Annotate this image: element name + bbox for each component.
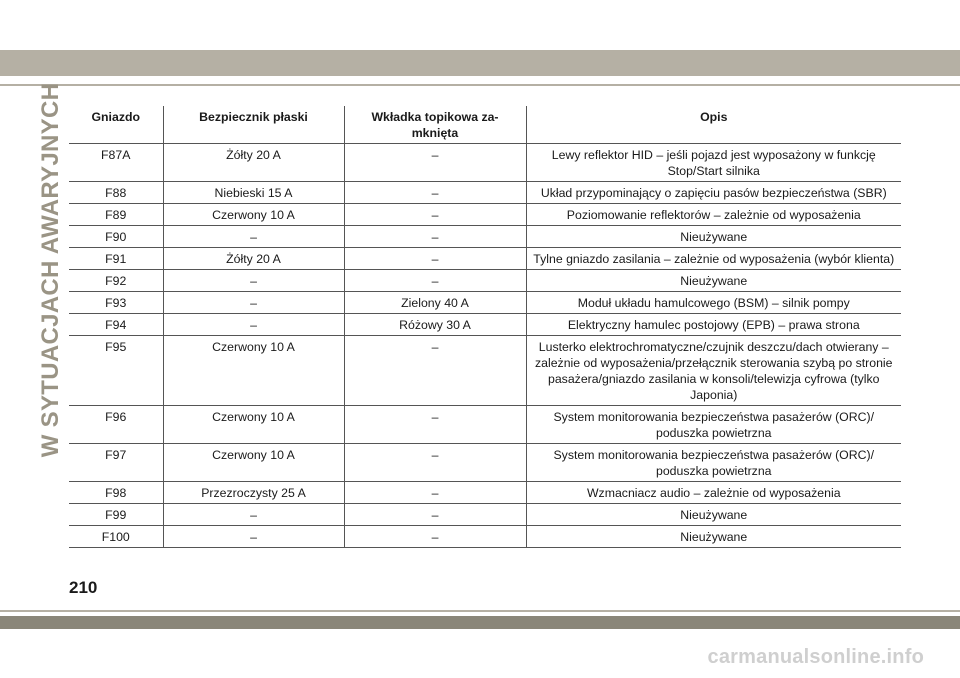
header-blade-fuse: Bezpiecznik płaski	[163, 106, 344, 144]
cartridge-fuse-cell: –	[344, 526, 526, 548]
blade-fuse-cell: –	[163, 292, 344, 314]
header-cartridge-fuse: Wkładka topikowa za-mknięta	[344, 106, 526, 144]
blade-fuse-cell: Niebieski 15 A	[163, 182, 344, 204]
socket-cell: F89	[69, 204, 163, 226]
socket-cell: F92	[69, 270, 163, 292]
cartridge-fuse-cell: –	[344, 504, 526, 526]
header-socket: Gniazdo	[69, 106, 163, 144]
table-header-row	[69, 106, 901, 144]
cartridge-fuse-cell: –	[344, 482, 526, 504]
blade-fuse-cell: –	[163, 526, 344, 548]
description-cell: Wzmacniacz audio – zależnie od wyposażenia	[526, 482, 901, 504]
blade-fuse-cell: –	[163, 314, 344, 336]
cartridge-fuse-cell: –	[344, 182, 526, 204]
blade-fuse-cell: Czerwony 10 A	[163, 336, 344, 406]
table-row	[69, 204, 901, 226]
socket-cell: F88	[69, 182, 163, 204]
section-title-text: W SYTUACJACH AWARYJNYCH	[37, 82, 64, 458]
cartridge-fuse-cell: –	[344, 144, 526, 182]
socket-cell: F97	[69, 444, 163, 482]
bottom-divider-line	[0, 610, 960, 612]
description-cell: Nieużywane	[526, 526, 901, 548]
description-cell: Poziomowanie reflektorów – zależnie od wyposażenia	[526, 204, 901, 226]
watermark: carmanualsonline.info	[707, 646, 924, 668]
cartridge-fuse-cell: –	[344, 270, 526, 292]
top-divider-line	[0, 84, 960, 86]
blade-fuse-cell: Czerwony 10 A	[163, 406, 344, 444]
socket-cell: F87A	[69, 144, 163, 182]
socket-cell: F93	[69, 292, 163, 314]
page-number: 210	[69, 578, 98, 597]
description-cell: Nieużywane	[526, 504, 901, 526]
table-row	[69, 226, 901, 248]
header-description: Opis	[526, 106, 901, 144]
cartridge-fuse-cell: –	[344, 406, 526, 444]
table-row	[69, 182, 901, 204]
blade-fuse-cell: –	[163, 270, 344, 292]
socket-cell: F90	[69, 226, 163, 248]
cartridge-fuse-cell: –	[344, 248, 526, 270]
bottom-decorative-band	[0, 616, 960, 629]
cartridge-fuse-cell: Różowy 30 A	[344, 314, 526, 336]
fuse-table-body	[69, 144, 901, 548]
description-cell: Nieużywane	[526, 270, 901, 292]
description-cell: Elektryczny hamulec postojowy (EPB) – prawa strona	[526, 314, 901, 336]
blade-fuse-cell: Czerwony 10 A	[163, 204, 344, 226]
description-cell: Lusterko elektrochromatyczne/czujnik deszczu/dach otwierany – zależnie od wyposażenia/przełącznik sterowania szybą po stronie pasażera/gniazdo zasilania w konsoli/telewizja cyfrowa (tylko Japonia)	[526, 336, 901, 406]
table-row	[69, 314, 901, 336]
socket-cell: F91	[69, 248, 163, 270]
blade-fuse-cell: –	[163, 226, 344, 248]
blade-fuse-cell: Żółty 20 A	[163, 144, 344, 182]
cartridge-fuse-cell: –	[344, 336, 526, 406]
blade-fuse-cell: Żółty 20 A	[163, 248, 344, 270]
table-row	[69, 406, 901, 444]
table-row	[69, 270, 901, 292]
description-cell: System monitorowania bezpieczeństwa pasażerów (ORC)/ poduszka powietrzna	[526, 406, 901, 444]
cartridge-fuse-cell: –	[344, 226, 526, 248]
socket-cell: F96	[69, 406, 163, 444]
top-decorative-band	[0, 50, 960, 76]
description-cell: Tylne gniazdo zasilania – zależnie od wyposażenia (wybór klienta)	[526, 248, 901, 270]
table-row	[69, 482, 901, 504]
blade-fuse-cell: Przezroczysty 25 A	[163, 482, 344, 504]
cartridge-fuse-cell: –	[344, 204, 526, 226]
description-cell: Układ przypominający o zapięciu pasów bezpieczeństwa (SBR)	[526, 182, 901, 204]
description-cell: Moduł układu hamulcowego (BSM) – silnik pompy	[526, 292, 901, 314]
table-row	[69, 504, 901, 526]
blade-fuse-cell: –	[163, 504, 344, 526]
table-row	[69, 336, 901, 406]
description-cell: System monitorowania bezpieczeństwa pasażerów (ORC)/ poduszka powietrzna	[526, 444, 901, 482]
socket-cell: F99	[69, 504, 163, 526]
socket-cell: F100	[69, 526, 163, 548]
fuse-table	[69, 106, 901, 548]
cartridge-fuse-cell: Zielony 40 A	[344, 292, 526, 314]
blade-fuse-cell: Czerwony 10 A	[163, 444, 344, 482]
description-cell: Nieużywane	[526, 226, 901, 248]
table-row	[69, 444, 901, 482]
socket-cell: F95	[69, 336, 163, 406]
socket-cell: F94	[69, 314, 163, 336]
table-row	[69, 248, 901, 270]
table-row	[69, 292, 901, 314]
socket-cell: F98	[69, 482, 163, 504]
table-row	[69, 144, 901, 182]
table-row	[69, 526, 901, 548]
cartridge-fuse-cell: –	[344, 444, 526, 482]
description-cell: Lewy reflektor HID – jeśli pojazd jest wyposażony w funkcję Stop/Start silnika	[526, 144, 901, 182]
